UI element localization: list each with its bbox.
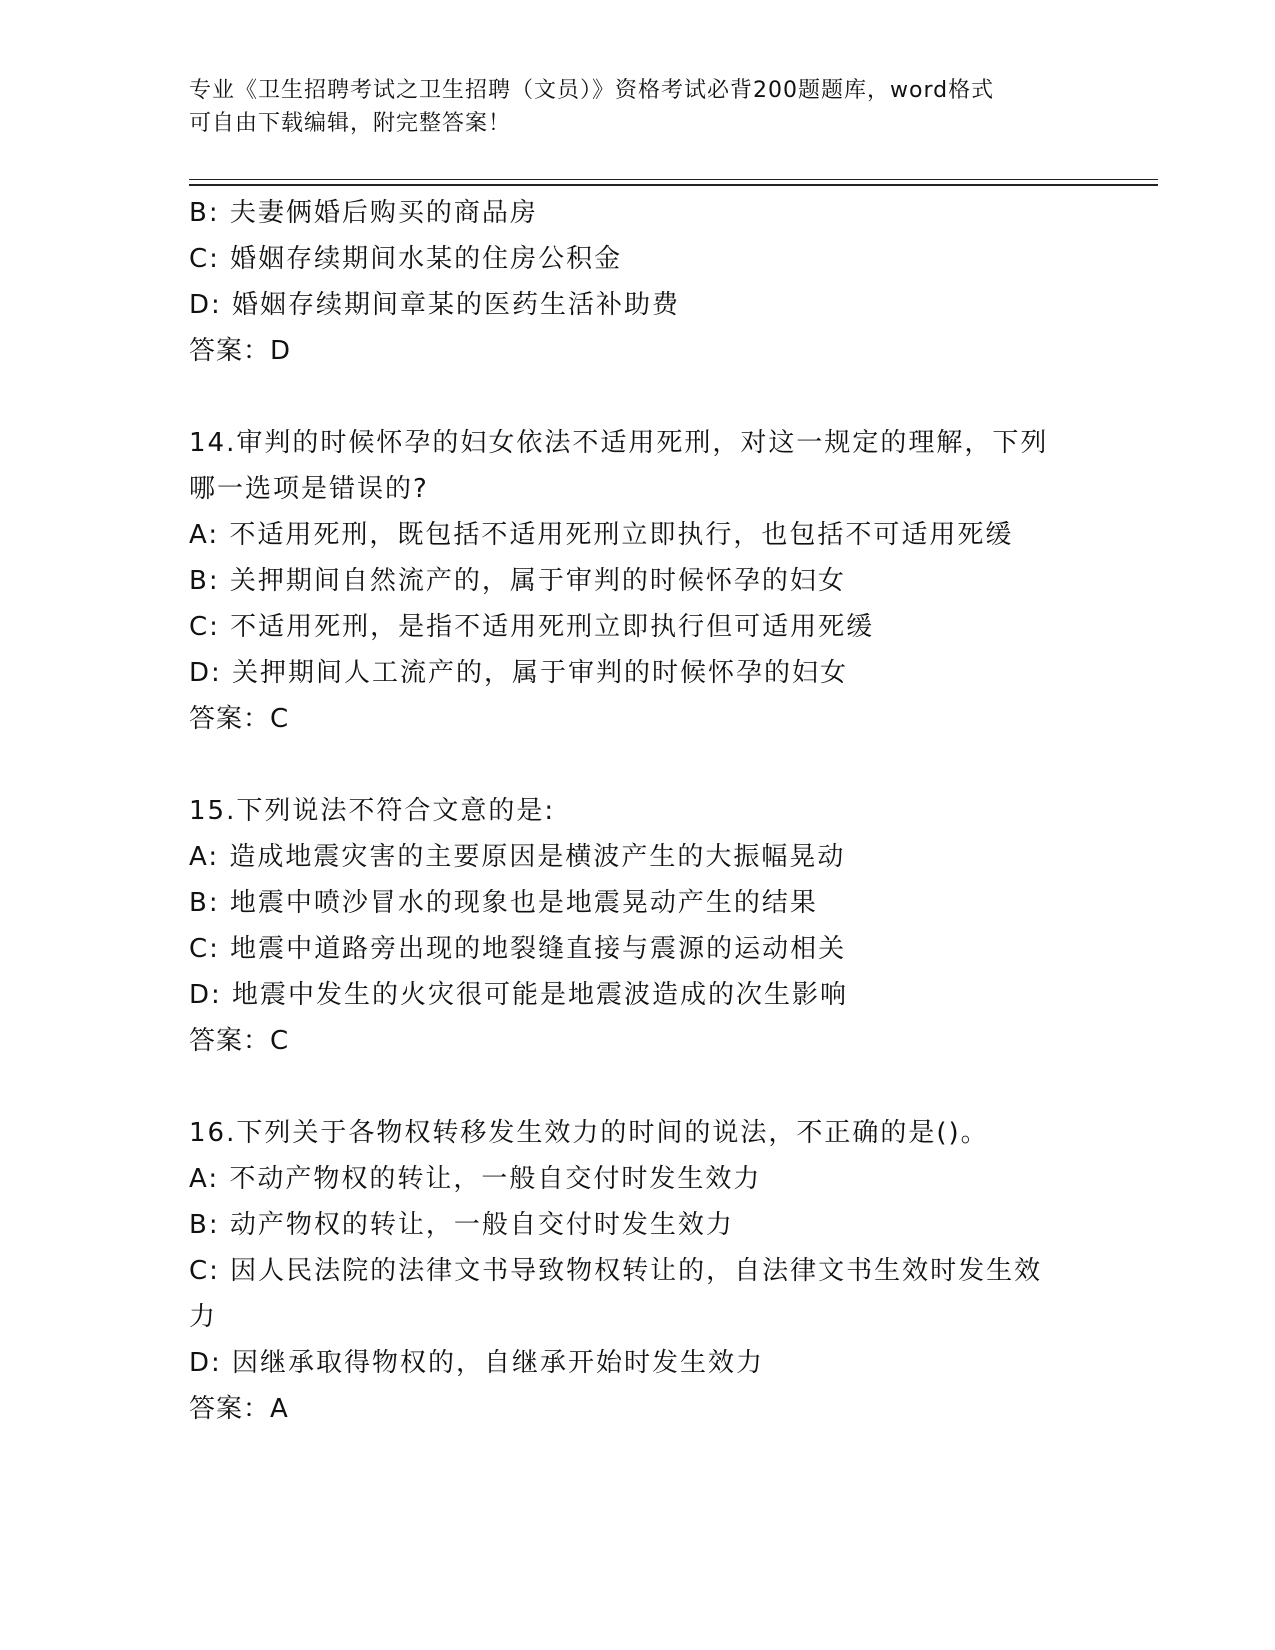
question-13-continued	[189, 190, 1089, 374]
question-15	[189, 788, 1089, 1064]
question-stem-cont: 哪一选项是错误的?	[189, 474, 429, 504]
option-b: B: 夫妻俩婚后购买的商品房	[189, 198, 538, 228]
option-d: D: 关押期间人工流产的，属于审判的时候怀孕的妇女	[189, 658, 849, 688]
option-a: A: 造成地震灾害的主要原因是横波产生的大振幅晃动	[189, 842, 846, 872]
question-stem: 14.审判的时候怀孕的妇女依法不适用死刑，对这一规定的理解，下列	[189, 428, 1049, 458]
question-16	[189, 1110, 1089, 1432]
answer: 答案：C	[189, 1026, 290, 1056]
question-list	[189, 190, 1089, 1432]
answer: 答案：C	[189, 704, 290, 734]
option-b: B: 地震中喷沙冒水的现象也是地震晃动产生的结果	[189, 888, 818, 918]
spacer	[189, 374, 1089, 420]
question-14	[189, 420, 1089, 742]
header-title-line1: 专业《卫生招聘考试之卫生招聘（文员）》资格考试必背200题题库，word格式	[189, 78, 995, 103]
option-c: C: 地震中道路旁出现的地裂缝直接与震源的运动相关	[189, 934, 847, 964]
option-c: C: 不适用死刑，是指不适用死刑立即执行但可适用死缓	[189, 612, 875, 642]
header-title-line2: 可自由下载编辑，附完整答案！	[189, 111, 512, 136]
option-a: A: 不适用死刑，既包括不适用死刑立即执行，也包括不可适用死缓	[189, 520, 1014, 550]
header-rule-thick	[189, 184, 1158, 186]
spacer	[189, 1064, 1089, 1110]
option-a: A: 不动产物权的转让，一般自交付时发生效力	[189, 1164, 762, 1194]
option-c: C: 因人民法院的法律文书导致物权转让的，自法律文书生效时发生效	[189, 1256, 1043, 1286]
option-b: B: 动产物权的转让，一般自交付时发生效力	[189, 1210, 734, 1240]
question-stem: 15.下列说法不符合文意的是:	[189, 796, 556, 826]
header-rule-thin	[189, 179, 1158, 180]
answer: 答案：A	[189, 1394, 289, 1424]
answer: 答案：D	[189, 336, 292, 366]
option-d: D: 婚姻存续期间章某的医药生活补助费	[189, 290, 681, 320]
option-d: D: 因继承取得物权的，自继承开始时发生效力	[189, 1348, 765, 1378]
question-stem: 16.下列关于各物权转移发生效力的时间的说法，不正确的是()。	[189, 1118, 989, 1148]
spacer	[189, 742, 1089, 788]
option-c-cont: 力	[189, 1302, 218, 1332]
option-d: D: 地震中发生的火灾很可能是地震波造成的次生影响	[189, 980, 849, 1010]
option-b: B: 关押期间自然流产的，属于审判的时候怀孕的妇女	[189, 566, 846, 596]
option-c: C: 婚姻存续期间水某的住房公积金	[189, 244, 623, 274]
document-header	[189, 74, 1089, 140]
